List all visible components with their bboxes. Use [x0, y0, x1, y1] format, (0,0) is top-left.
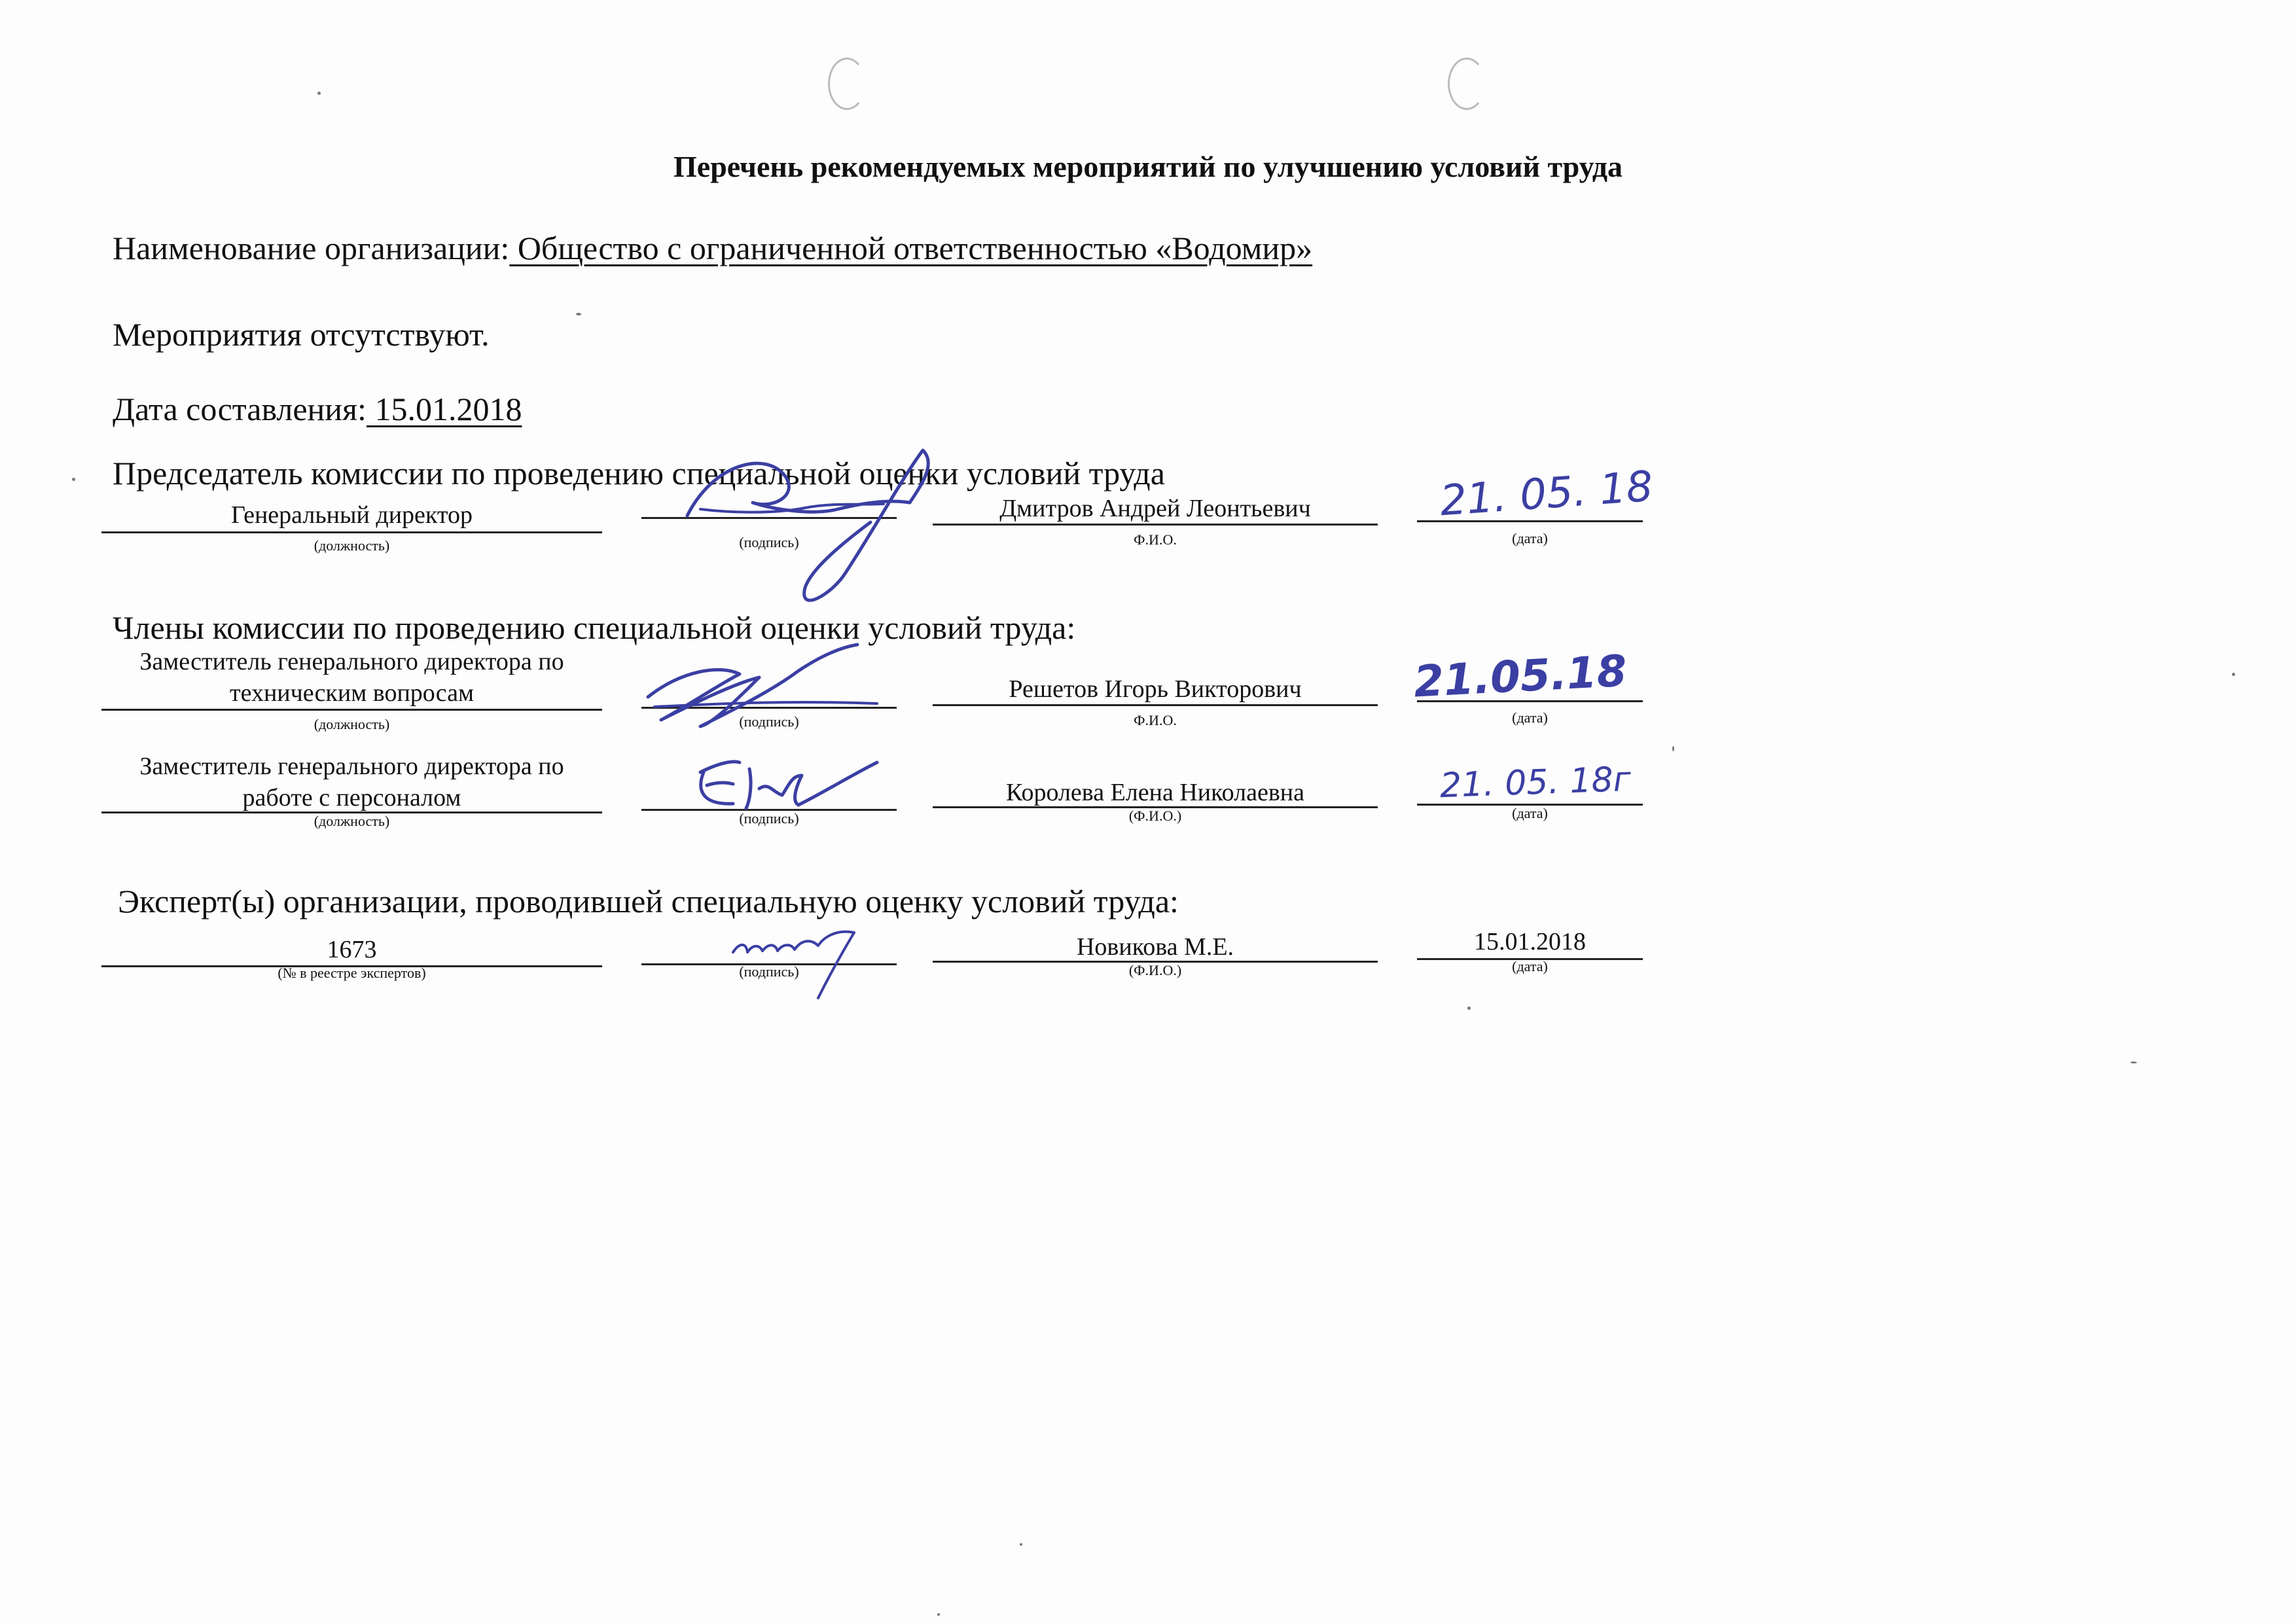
chair-date-handwritten: 21. 05. 18	[1438, 462, 1655, 526]
member1-date-caption: (дата)	[1512, 709, 1548, 726]
expert-signature	[726, 919, 870, 1005]
member1-signature	[641, 638, 890, 736]
chair-date-caption: (дата)	[1512, 530, 1548, 546]
member1-position-line1: Заместитель генерального директора по	[139, 648, 564, 675]
member2-position-line1: Заместитель генерального директора по	[139, 753, 564, 780]
scan-speck	[1020, 1543, 1022, 1546]
member1-name: Решетов Игорь Викторович	[1009, 675, 1302, 703]
no-measures-text: Мероприятия отсутствуют.	[113, 316, 490, 353]
scan-speck	[1672, 746, 1674, 751]
member1-date-line	[1417, 700, 1643, 702]
chair-position: Генеральный директор	[231, 501, 473, 529]
expert-registry-caption: (№ в реестре экспертов)	[278, 965, 426, 981]
expert-heading: Эксперт(ы) организации, проводившей специальную оценку условий труда:	[118, 883, 1179, 919]
member1-date-handwritten: 21.05.18	[1412, 645, 1628, 707]
chair-position-line	[101, 531, 602, 533]
date-value: 15.01.2018	[366, 391, 522, 427]
expert-name: Новикова М.Е.	[1076, 933, 1234, 961]
chair-name: Дмитров Андрей Леонтьевич	[999, 495, 1311, 522]
member2-name: Королева Елена Николаевна	[1006, 779, 1304, 806]
org-label: Наименование организации:	[113, 230, 510, 266]
member1-name-line	[933, 704, 1378, 706]
scan-speck	[2130, 1061, 2137, 1063]
scan-speck	[2232, 673, 2235, 676]
expert-date-caption: (дата)	[1512, 958, 1548, 974]
member2-date-caption: (дата)	[1512, 805, 1548, 821]
member2-position-caption: (должность)	[314, 813, 390, 829]
member2-signature	[687, 753, 884, 818]
chair-date-line	[1417, 520, 1643, 522]
member1-name-caption: Ф.И.О.	[1134, 712, 1177, 728]
date-row	[113, 393, 522, 425]
chair-signature	[674, 437, 949, 614]
member1-position-caption: (должность)	[314, 716, 390, 732]
member2-position-line2: работе с персоналом	[242, 784, 461, 812]
member2-name-caption: (Ф.И.О.)	[1128, 808, 1182, 824]
chair-heading: Председатель комиссии по проведению специальной оценки условий труда	[113, 455, 1165, 491]
member1-signature-caption: (подпись)	[739, 713, 799, 730]
scan-speck	[1467, 1007, 1471, 1010]
chair-name-line	[933, 524, 1378, 526]
member1-position-line2: техническим вопросам	[230, 679, 474, 707]
expert-date: 15.01.2018	[1474, 928, 1586, 955]
expert-name-caption: (Ф.И.О.)	[1128, 962, 1182, 978]
scan-speck	[937, 1613, 940, 1616]
chair-name-caption: Ф.И.О.	[1134, 531, 1177, 548]
chair-position-caption: (должность)	[314, 537, 390, 554]
punch-hole-right	[1448, 58, 1486, 110]
date-label: Дата составления:	[113, 391, 367, 427]
member2-signature-caption: (подпись)	[739, 810, 799, 827]
member2-date-handwritten: 21. 05. 18г	[1439, 759, 1632, 806]
punch-hole-left	[828, 58, 866, 110]
document-title: Перечень рекомендуемых мероприятий по улучшению условий труда	[673, 150, 1623, 183]
org-row	[113, 232, 1312, 264]
scan-speck	[72, 478, 75, 481]
members-heading: Члены комиссии по проведению специальной оценки условий труда:	[113, 609, 1076, 646]
chair-signature-caption: (подпись)	[739, 534, 799, 550]
org-value: Общество с ограниченной ответственностью «Водомир»	[509, 230, 1313, 266]
expert-registry-number: 1673	[327, 936, 377, 963]
scan-speck	[317, 92, 321, 95]
member1-position-line	[101, 709, 602, 711]
scan-speck	[576, 313, 581, 315]
expert-signature-caption: (подпись)	[739, 963, 799, 980]
